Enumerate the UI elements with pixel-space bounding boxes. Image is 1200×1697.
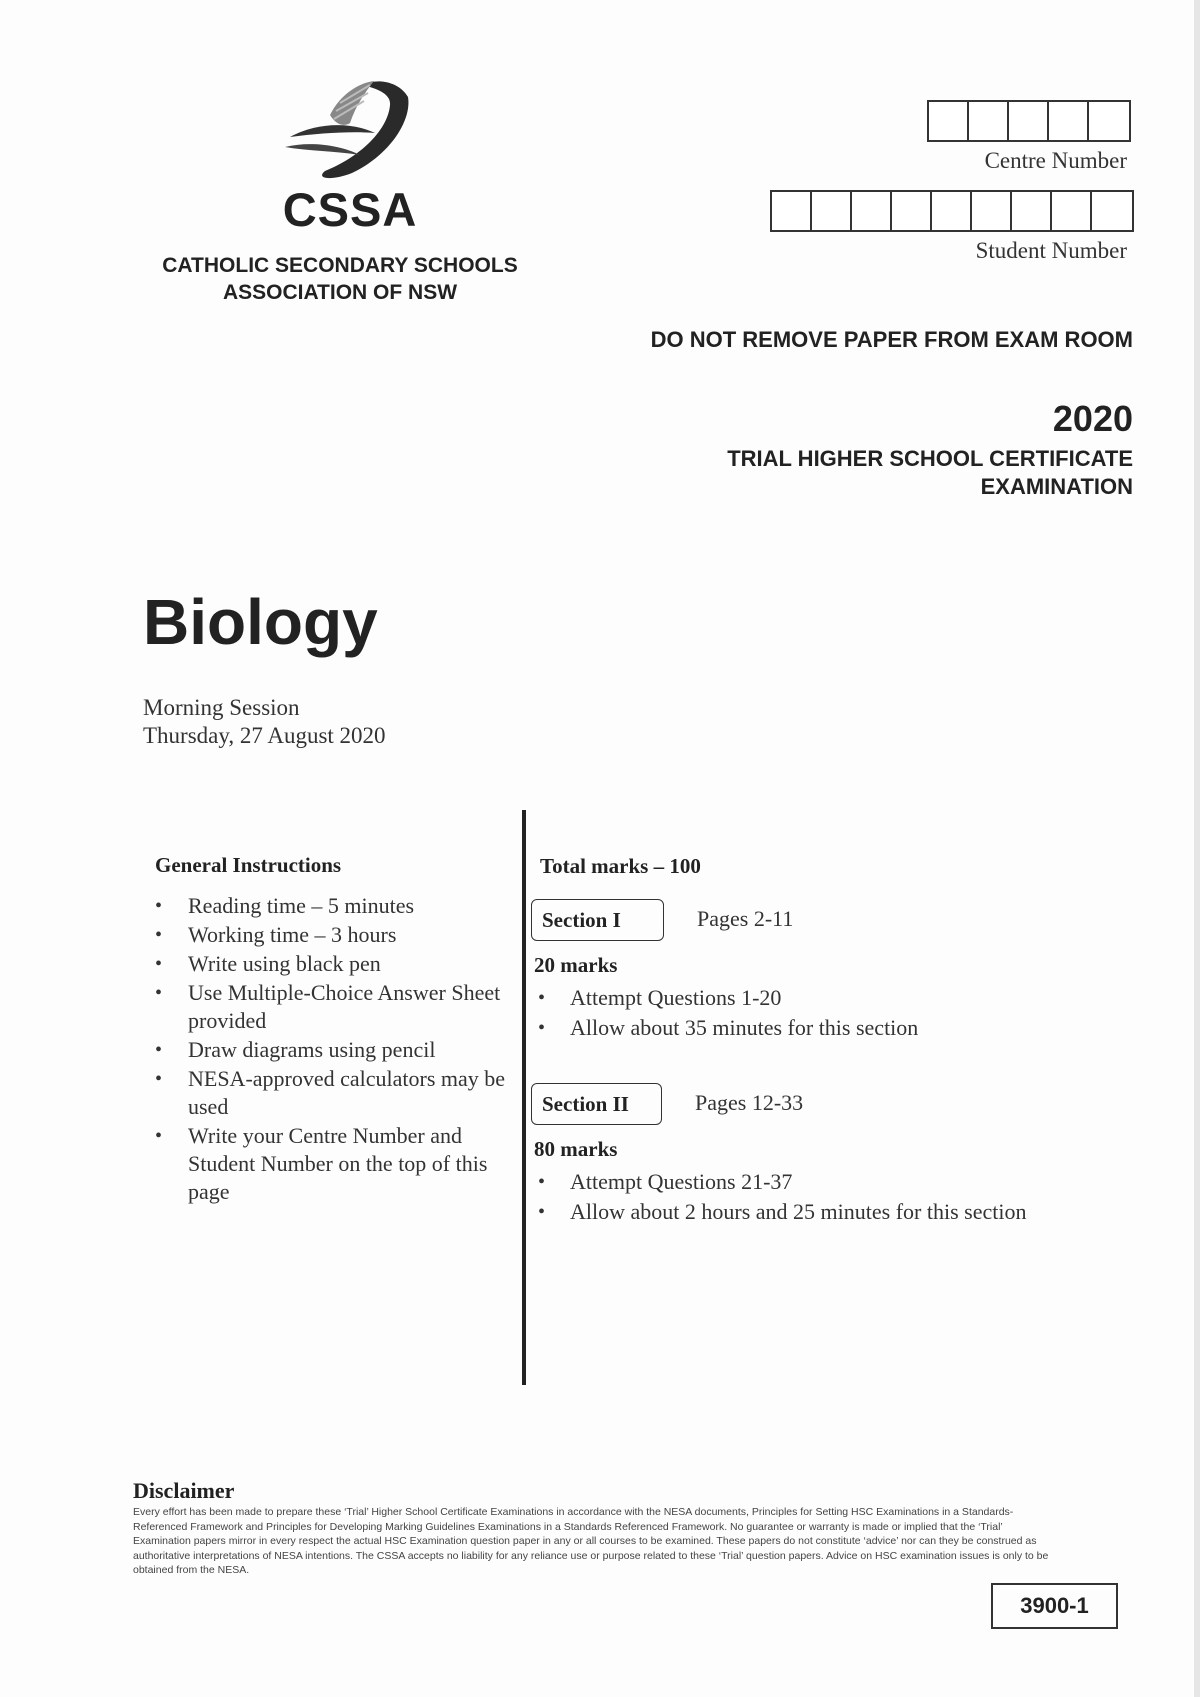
student-number-cell[interactable]: [812, 192, 852, 230]
general-instructions-heading: General Instructions: [155, 853, 342, 877]
section-instruction-item: • Attempt Questions 1-20: [538, 983, 1098, 1013]
session-date: Thursday, 27 August 2020: [143, 723, 386, 748]
section-1-marks: 20 marks: [534, 953, 618, 977]
association-name: [140, 252, 540, 306]
exam-title-line-1: TRIAL HIGHER SCHOOL CERTIFICATE: [727, 446, 1133, 471]
instruction-item: • Draw diagrams using pencil: [155, 1036, 515, 1064]
student-number-cell[interactable]: [852, 192, 892, 230]
scan-edge: [1194, 0, 1200, 1697]
disclaimer-text: Every effort has been made to prepare these ‘Trial’ Higher School Certificate Examinations in accordance with the NESA documents, Principles for Setting HSC Examinations in a Standards-Referenced Framework and Principles for Developing Marking Guidelines Examinations in a Standards Referenced Framework. No guarantee or warranty is made or implied that the ‘Trial’ Examination papers mirror in every respect the actual HSC Examination question paper in any or all courses to be examined. These papers do not constitute ‘advice’ nor can they be construed as authoritative interpretations of NESA intentions. The CSSA accepts no liability for any reliance use or purpose related to these ‘Trial’ question papers. Advice on HSC examination issues is only to be obtained from the NESA.: [133, 1506, 1049, 1576]
student-number-cell[interactable]: [1092, 192, 1132, 230]
student-number-cell[interactable]: [892, 192, 932, 230]
section-1-pages: Pages 2-11: [697, 906, 794, 931]
student-number-cell[interactable]: [1012, 192, 1052, 230]
centre-number-cell[interactable]: [1049, 102, 1089, 140]
subject-title: Biology: [143, 586, 378, 658]
student-number-cell[interactable]: [1052, 192, 1092, 230]
total-marks: Total marks – 100: [540, 854, 701, 878]
section-instruction-item: • Allow about 35 minutes for this section: [538, 1013, 1098, 1043]
section-1-instructions: [538, 983, 1098, 1043]
student-number-cell[interactable]: [972, 192, 1012, 230]
instruction-item: • Working time – 3 hours: [155, 921, 515, 949]
exam-year: 2020: [1052, 398, 1133, 439]
column-divider: [522, 810, 526, 1385]
student-number-cell[interactable]: [772, 192, 812, 230]
exam-title: [620, 445, 1133, 501]
cssa-leaf-icon: [270, 75, 420, 185]
instruction-item: • Reading time – 5 minutes: [155, 892, 515, 920]
centre-number-cell[interactable]: [1009, 102, 1049, 140]
disclaimer-heading: Disclaimer: [133, 1478, 235, 1503]
instruction-item: • Write your Centre Number and Student Number on the top of this page: [155, 1122, 515, 1206]
student-number-boxes[interactable]: [770, 190, 1134, 232]
section-2-label: Section II: [531, 1083, 662, 1125]
centre-number-cell[interactable]: [929, 102, 969, 140]
paper-code: 3900-1: [991, 1583, 1118, 1629]
centre-number-cell[interactable]: [1089, 102, 1129, 140]
section-instruction-item: • Attempt Questions 21-37: [538, 1167, 1098, 1197]
centre-number-boxes[interactable]: [927, 100, 1131, 142]
association-line-1: CATHOLIC SECONDARY SCHOOLS: [162, 254, 518, 277]
instruction-item: • Write using black pen: [155, 950, 515, 978]
session-time: Morning Session: [143, 695, 300, 720]
section-2-marks: 80 marks: [534, 1137, 618, 1161]
student-number-cell[interactable]: [932, 192, 972, 230]
general-instructions-list: [155, 892, 515, 1207]
logo-text: CSSA: [282, 183, 418, 236]
instruction-item: • Use Multiple-Choice Answer Sheet provided: [155, 979, 515, 1035]
instruction-item: • NESA-approved calculators may be used: [155, 1065, 515, 1121]
section-instruction-item: • Allow about 2 hours and 25 minutes for this section: [538, 1197, 1098, 1227]
section-1-label: Section I: [531, 899, 664, 941]
association-line-2: ASSOCIATION OF NSW: [222, 281, 458, 304]
exam-room-notice: DO NOT REMOVE PAPER FROM EXAM ROOM: [650, 327, 1133, 352]
session-info: [143, 694, 386, 750]
section-2-pages: Pages 12-33: [695, 1090, 804, 1115]
student-number-label: Student Number: [975, 238, 1127, 263]
centre-number-cell[interactable]: [969, 102, 1009, 140]
centre-number-label: Centre Number: [984, 148, 1127, 173]
exam-title-line-2: EXAMINATION: [980, 474, 1133, 499]
section-2-instructions: [538, 1167, 1098, 1227]
